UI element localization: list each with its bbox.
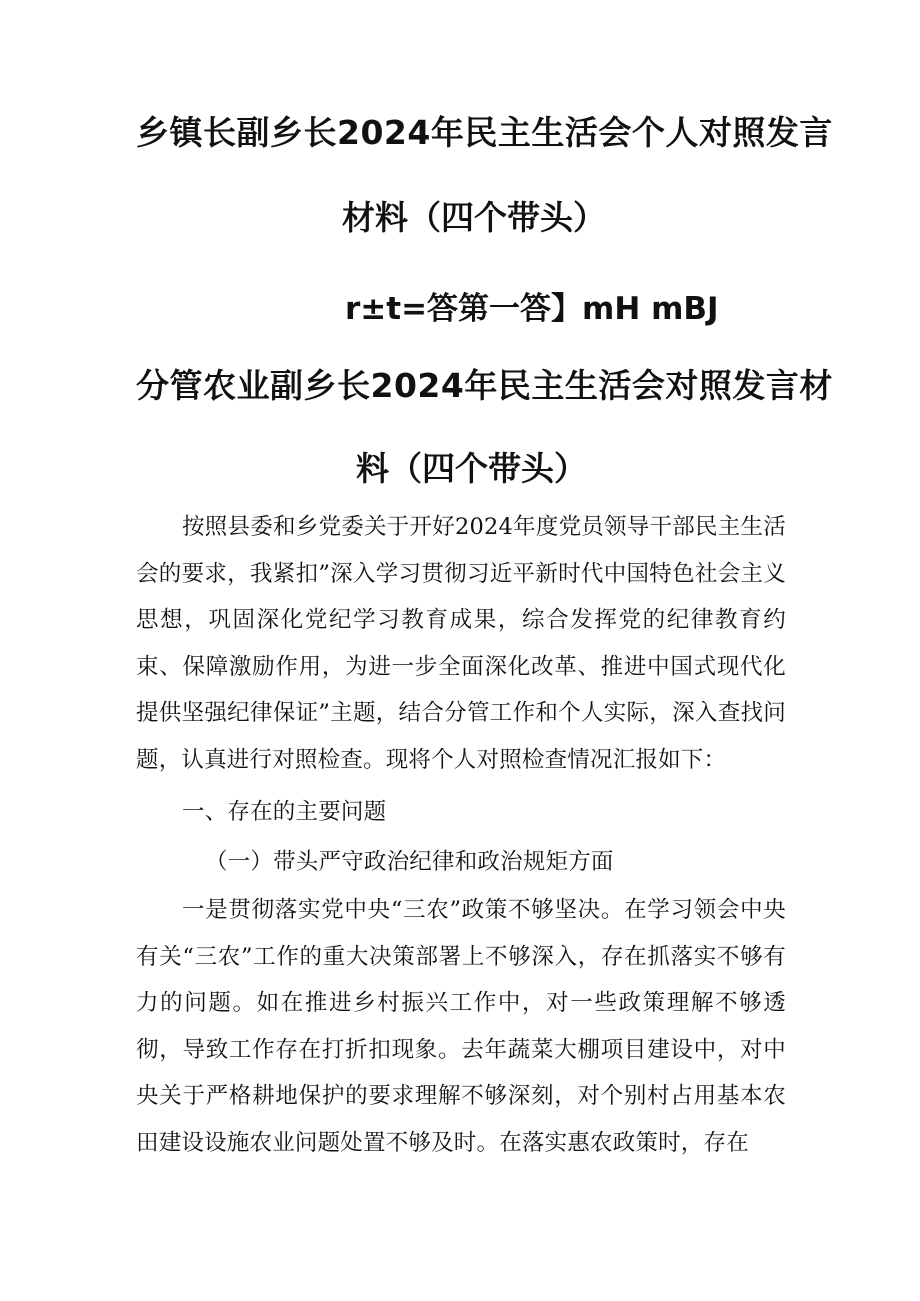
body-paragraph: 一是贯彻落实党中央“三农”政策不够坚决。在学习领会中央有关“三农”工作的重大决策部署上不够深入，存在抓落实不够有力的问题。如在推进乡村振兴工作中，对一些政策理解不够透彻，导致工作存在打折扣现象。去年蔬菜大棚项目建设中，对中央关于严格耕地保护的要求理解不够深刻，对个别村占用基本农田建设设施农业问题处置不够及时。在落实惠农政策时，存在	[136, 897, 786, 1156]
garbled-text-line: r±t=答第一答】mH mBJ	[345, 291, 719, 327]
section-heading: 一、存在的主要问题	[182, 799, 387, 825]
document-subtitle-line-1: 分管农业副乡长2024年民主生活会对照发言材	[136, 366, 833, 405]
intro-paragraph: 按照县委和乡党委关于开好2024年度党员领导干部民主生活会的要求，我紧扣”深入学习贯彻习近平新时代中国特色社会主义思想，巩固深化党纪学习教育成果，综合发挥党的纪律教育约束、保障激励作用，为进一步全面深化改革、推进中国式现代化提供坚强纪律保证”主题，结合分管工作和个人实际，深入查找问题，认真进行对照检查。现将个人对照检查情况汇报如下：	[136, 514, 786, 773]
document-title-line-2: 材料（四个带头）	[342, 198, 606, 237]
document-title-line-1: 乡镇长副乡长2024年民主生活会个人对照发言	[136, 113, 833, 152]
subsection-heading: （一）带头严守政治纪律和政治规矩方面	[205, 849, 614, 875]
document-subtitle-line-2: 料（四个带头）	[356, 449, 587, 488]
